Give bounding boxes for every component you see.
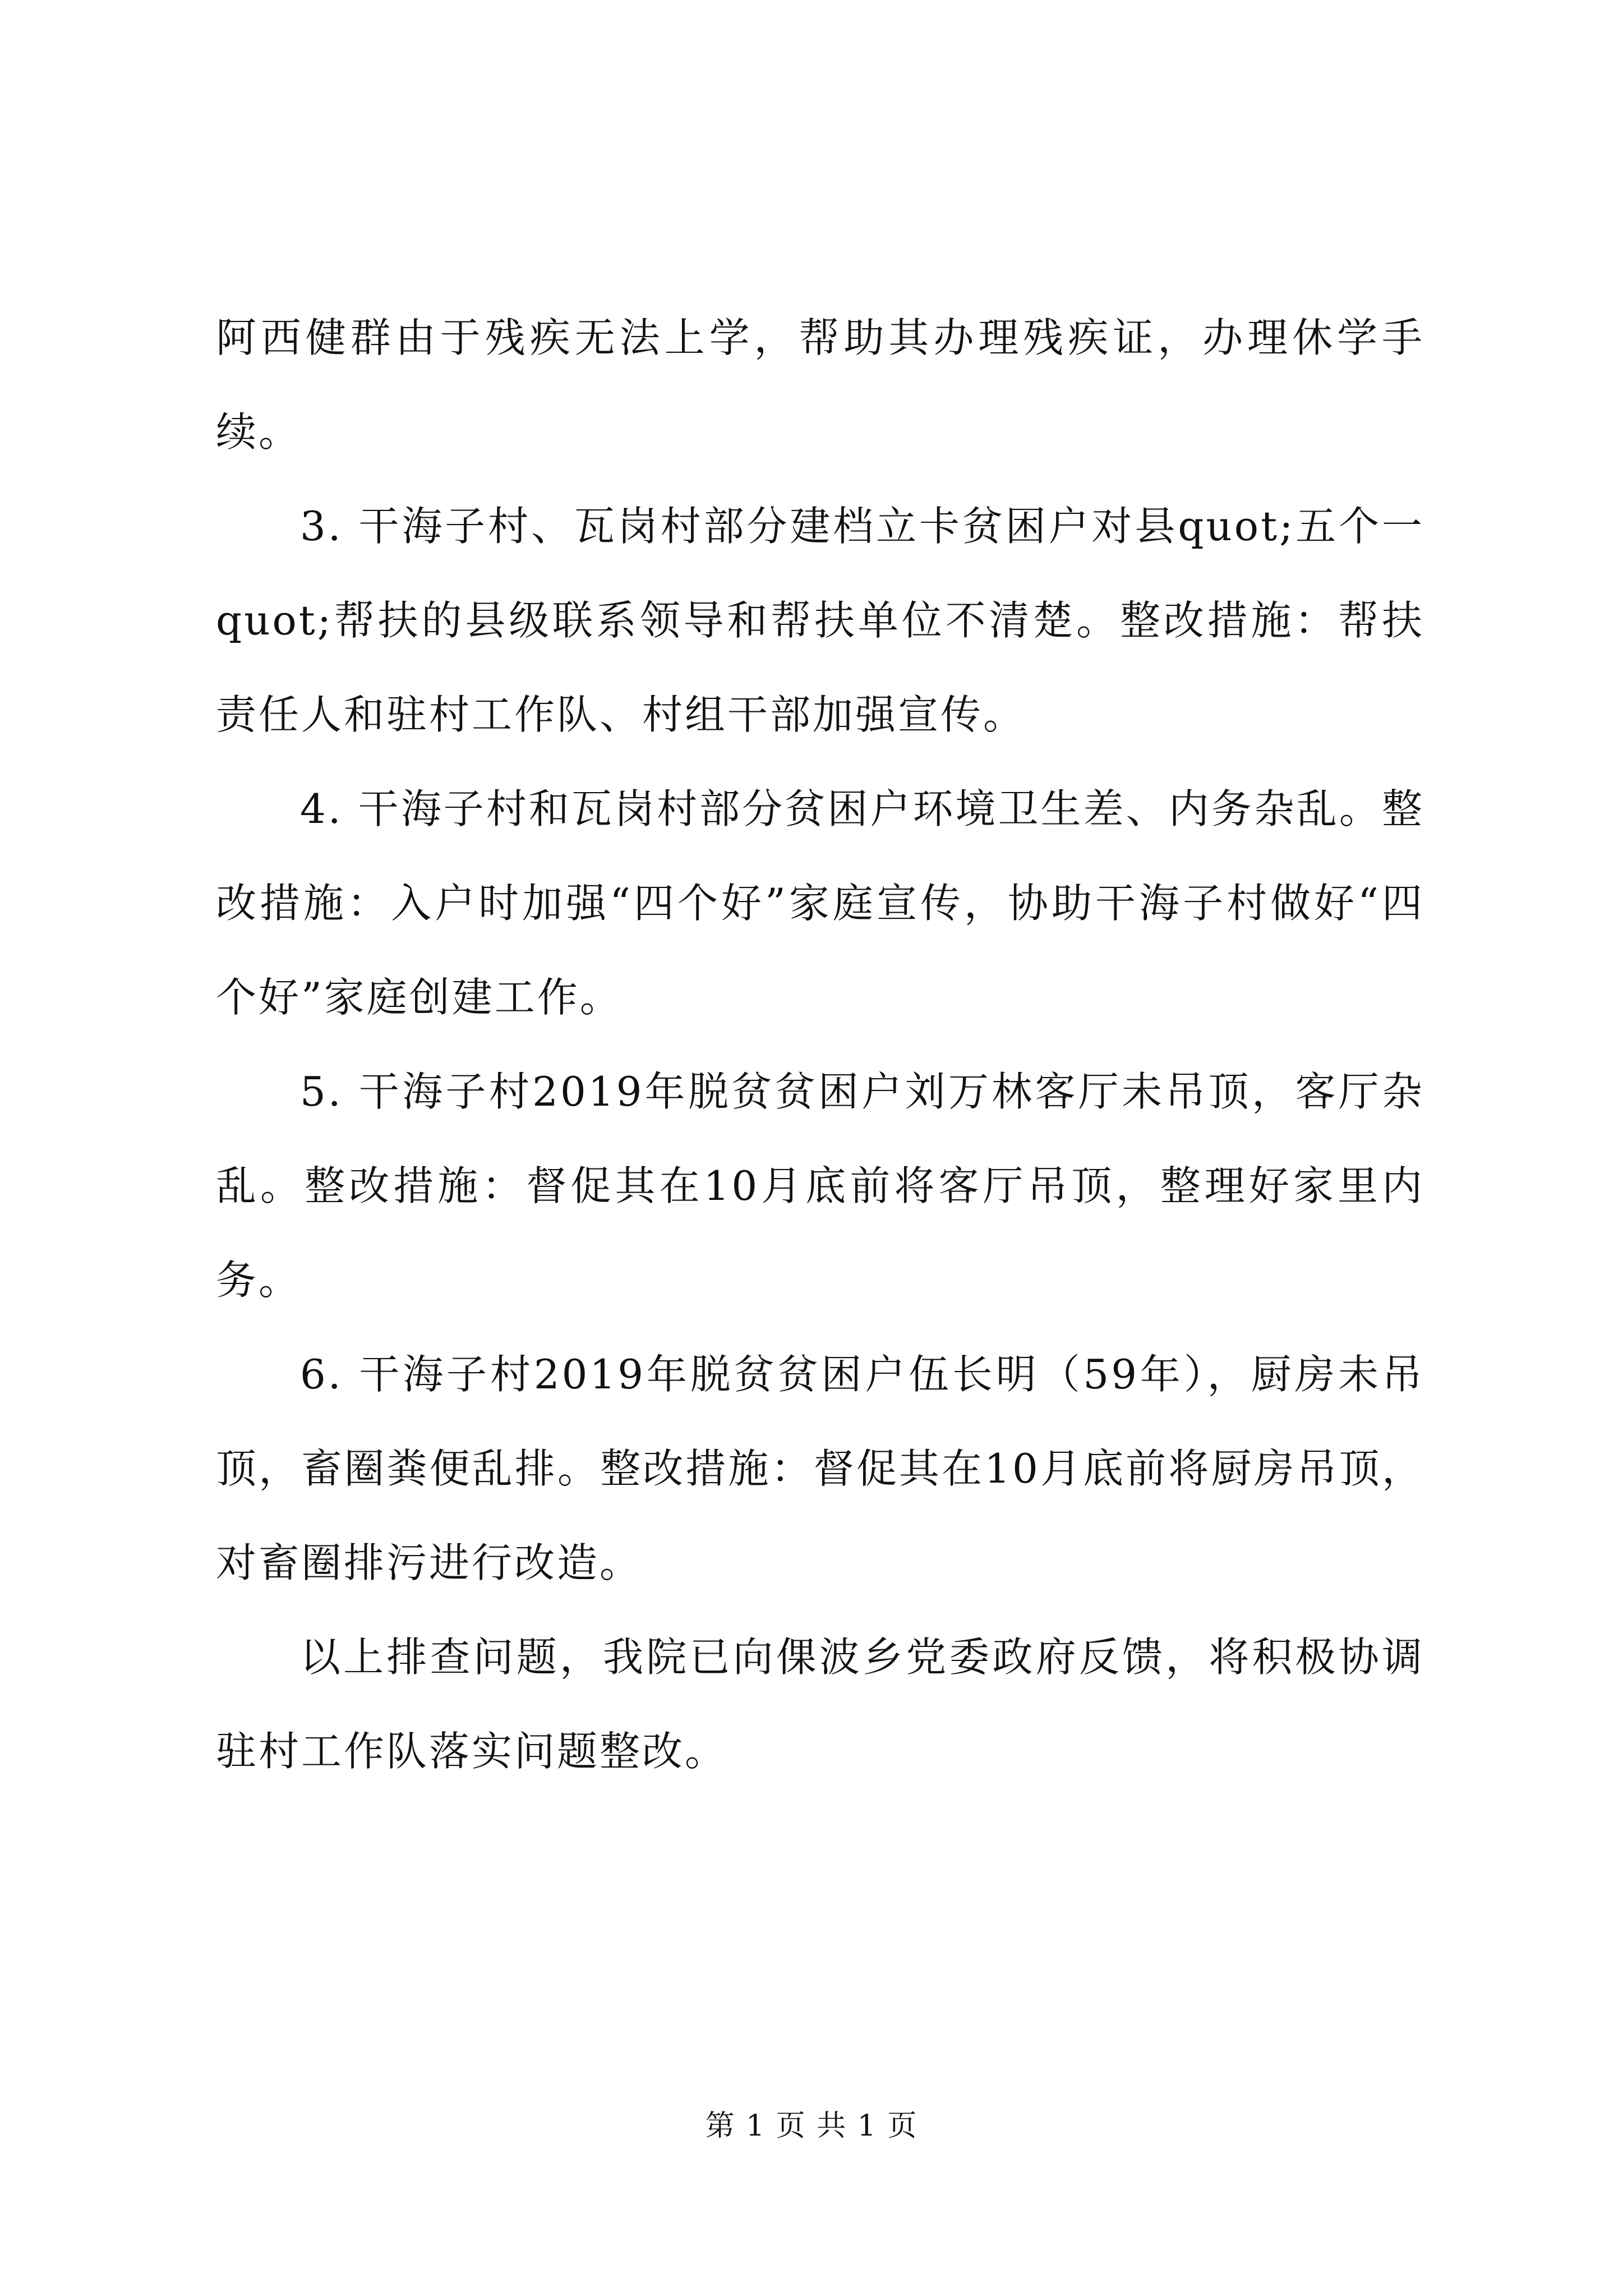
page-number-footer: 第 1 页 共 1 页 [705, 2109, 918, 2143]
paragraph-conclusion: 以上排查问题，我院已向倮波乡党委政府反馈，将积极协调驻村工作队落实问题整改。 [216, 1634, 1424, 1775]
document-body [216, 291, 1424, 1798]
paragraph-item-4: 4. 干海子村和瓦岗村部分贫困户环境卫生差、内务杂乱。整改措施：入户时加强“四个好”家庭宣传，协助干海子村做好“四个好”家庭创建工作。 [216, 785, 1424, 1021]
paragraph-item-3: 3. 干海子村、瓦岗村部分建档立卡贫困户对县quot;五个一quot;帮扶的县级联系领导和帮扶单位不清楚。整改措施：帮扶责任人和驻村工作队、村组干部加强宣传。 [216, 503, 1424, 738]
paragraph-continued: 阿西健群由于残疾无法上学，帮助其办理残疾证，办理休学手续。 [216, 314, 1424, 455]
paragraph-item-6: 6. 干海子村2019年脱贫贫困户伍长明（59年），厨房未吊顶，畜圈粪便乱排。整改措施：督促其在10月底前将厨房吊顶，对畜圈排污进行改造。 [216, 1351, 1424, 1586]
paragraph-item-5: 5. 干海子村2019年脱贫贫困户刘万林客厅未吊顶，客厅杂乱。整改措施：督促其在10月底前将客厅吊顶，整理好家里内务。 [216, 1068, 1424, 1304]
